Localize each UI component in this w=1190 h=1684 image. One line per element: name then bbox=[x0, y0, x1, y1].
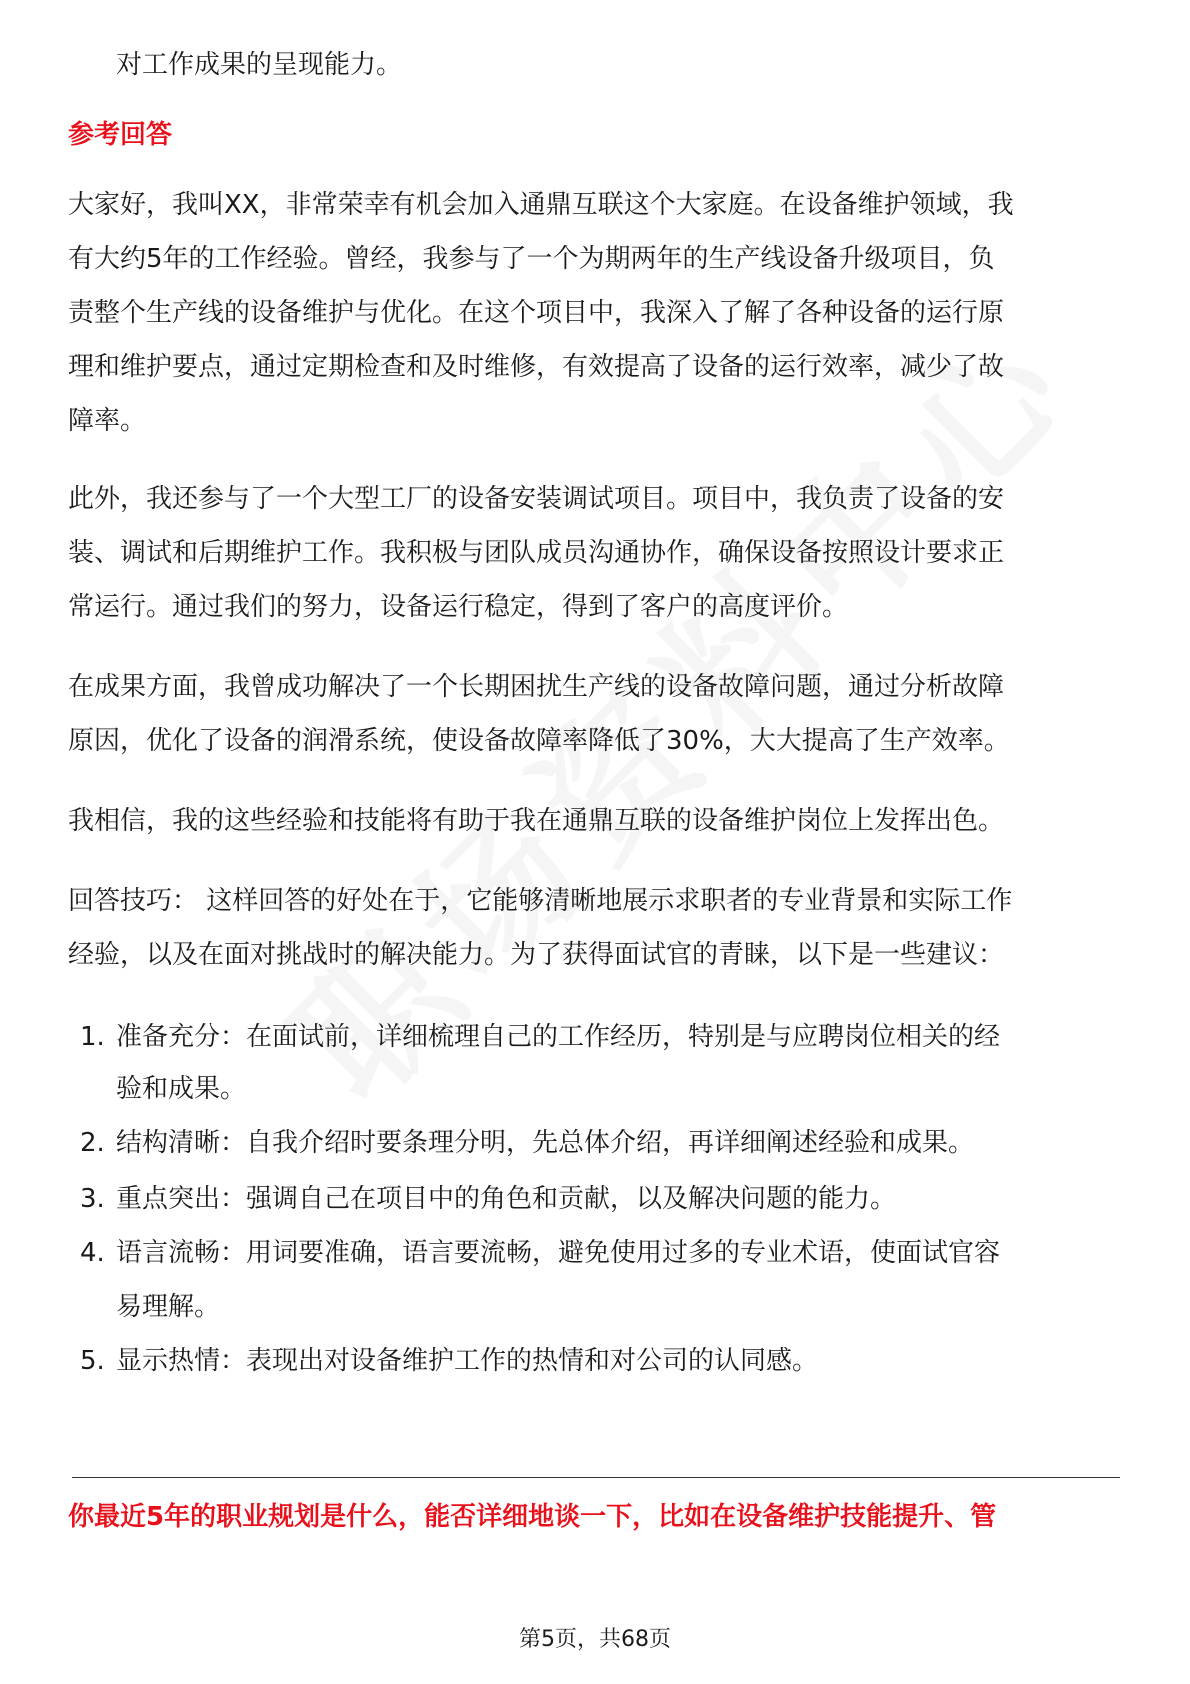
tip-number: 1. bbox=[80, 1022, 105, 1052]
section-title: 参考回答 bbox=[68, 120, 173, 150]
paragraph-line: 经验，以及在面对挑战时的解决能力。为了获得面试官的青睐，以下是一些建议： bbox=[68, 940, 1005, 970]
tip-number: 3. bbox=[80, 1184, 105, 1214]
tip-text: 易理解。 bbox=[116, 1292, 221, 1322]
tip-text: 验和成果。 bbox=[116, 1074, 247, 1104]
intro-tail: 对工作成果的呈现能力。 bbox=[116, 50, 403, 80]
paragraph-line: 理和维护要点，通过定期检查和及时维修，有效提高了设备的运行效率，减少了故 bbox=[68, 352, 1005, 382]
paragraph-line: 责整个生产线的设备维护与优化。在这个项目中，我深入了解了各种设备的运行原 bbox=[68, 298, 1005, 328]
tip-number: 4. bbox=[80, 1238, 105, 1268]
paragraph-line: 大家好，我叫XX，非常荣幸有机会加入通鼎互联这个大家庭。在设备维护领域，我 bbox=[68, 190, 1014, 220]
tip-text: 结构清晰：自我介绍时要条理分明，先总体介绍，再详细阐述经验和成果。 bbox=[116, 1128, 975, 1158]
tip-text: 语言流畅：用词要准确，语言要流畅，避免使用过多的专业术语，使面试官容 bbox=[116, 1238, 1001, 1268]
tip-number: 2. bbox=[80, 1128, 105, 1158]
paragraph-line: 装、调试和后期维护工作。我积极与团队成员沟通协作，确保设备按照设计要求正 bbox=[68, 538, 1005, 568]
watermark bbox=[240, 278, 1100, 1138]
paragraph-line: 在成果方面，我曾成功解决了一个长期困扰生产线的设备故障问题，通过分析故障 bbox=[68, 672, 1005, 702]
next-question: 你最近5年的职业规划是什么，能否详细地谈一下，比如在设备维护技能提升、管 bbox=[68, 1502, 997, 1532]
paragraph-line: 障率。 bbox=[68, 406, 147, 436]
paragraph-line: 此外，我还参与了一个大型工厂的设备安装调试项目。项目中，我负责了设备的安 bbox=[68, 484, 1005, 514]
paragraph-line: 回答技巧： 这样回答的好处在于，它能够清晰地展示求职者的专业背景和实际工作 bbox=[68, 886, 1013, 916]
paragraph-line: 我相信，我的这些经验和技能将有助于我在通鼎互联的设备维护岗位上发挥出色。 bbox=[68, 806, 1005, 836]
paragraph-line: 原因，优化了设备的润滑系统，使设备故障率降低了30%，大大提高了生产效率。 bbox=[68, 726, 1010, 756]
paragraph-line: 常运行。通过我们的努力，设备运行稳定，得到了客户的高度评价。 bbox=[68, 592, 849, 622]
page-footer: 第5页，共68页 bbox=[519, 1627, 671, 1652]
tip-text: 准备充分：在面试前，详细梳理自己的工作经历，特别是与应聘岗位相关的经 bbox=[116, 1022, 1001, 1052]
divider bbox=[72, 1477, 1120, 1478]
tip-number: 5. bbox=[80, 1346, 105, 1376]
tip-text: 显示热情：表现出对设备维护工作的热情和对公司的认同感。 bbox=[116, 1346, 819, 1376]
tip-text: 重点突出：强调自己在项目中的角色和贡献，以及解决问题的能力。 bbox=[116, 1184, 897, 1214]
paragraph-line: 有大约5年的工作经验。曾经，我参与了一个为期两年的生产线设备升级项目，负 bbox=[68, 244, 995, 274]
